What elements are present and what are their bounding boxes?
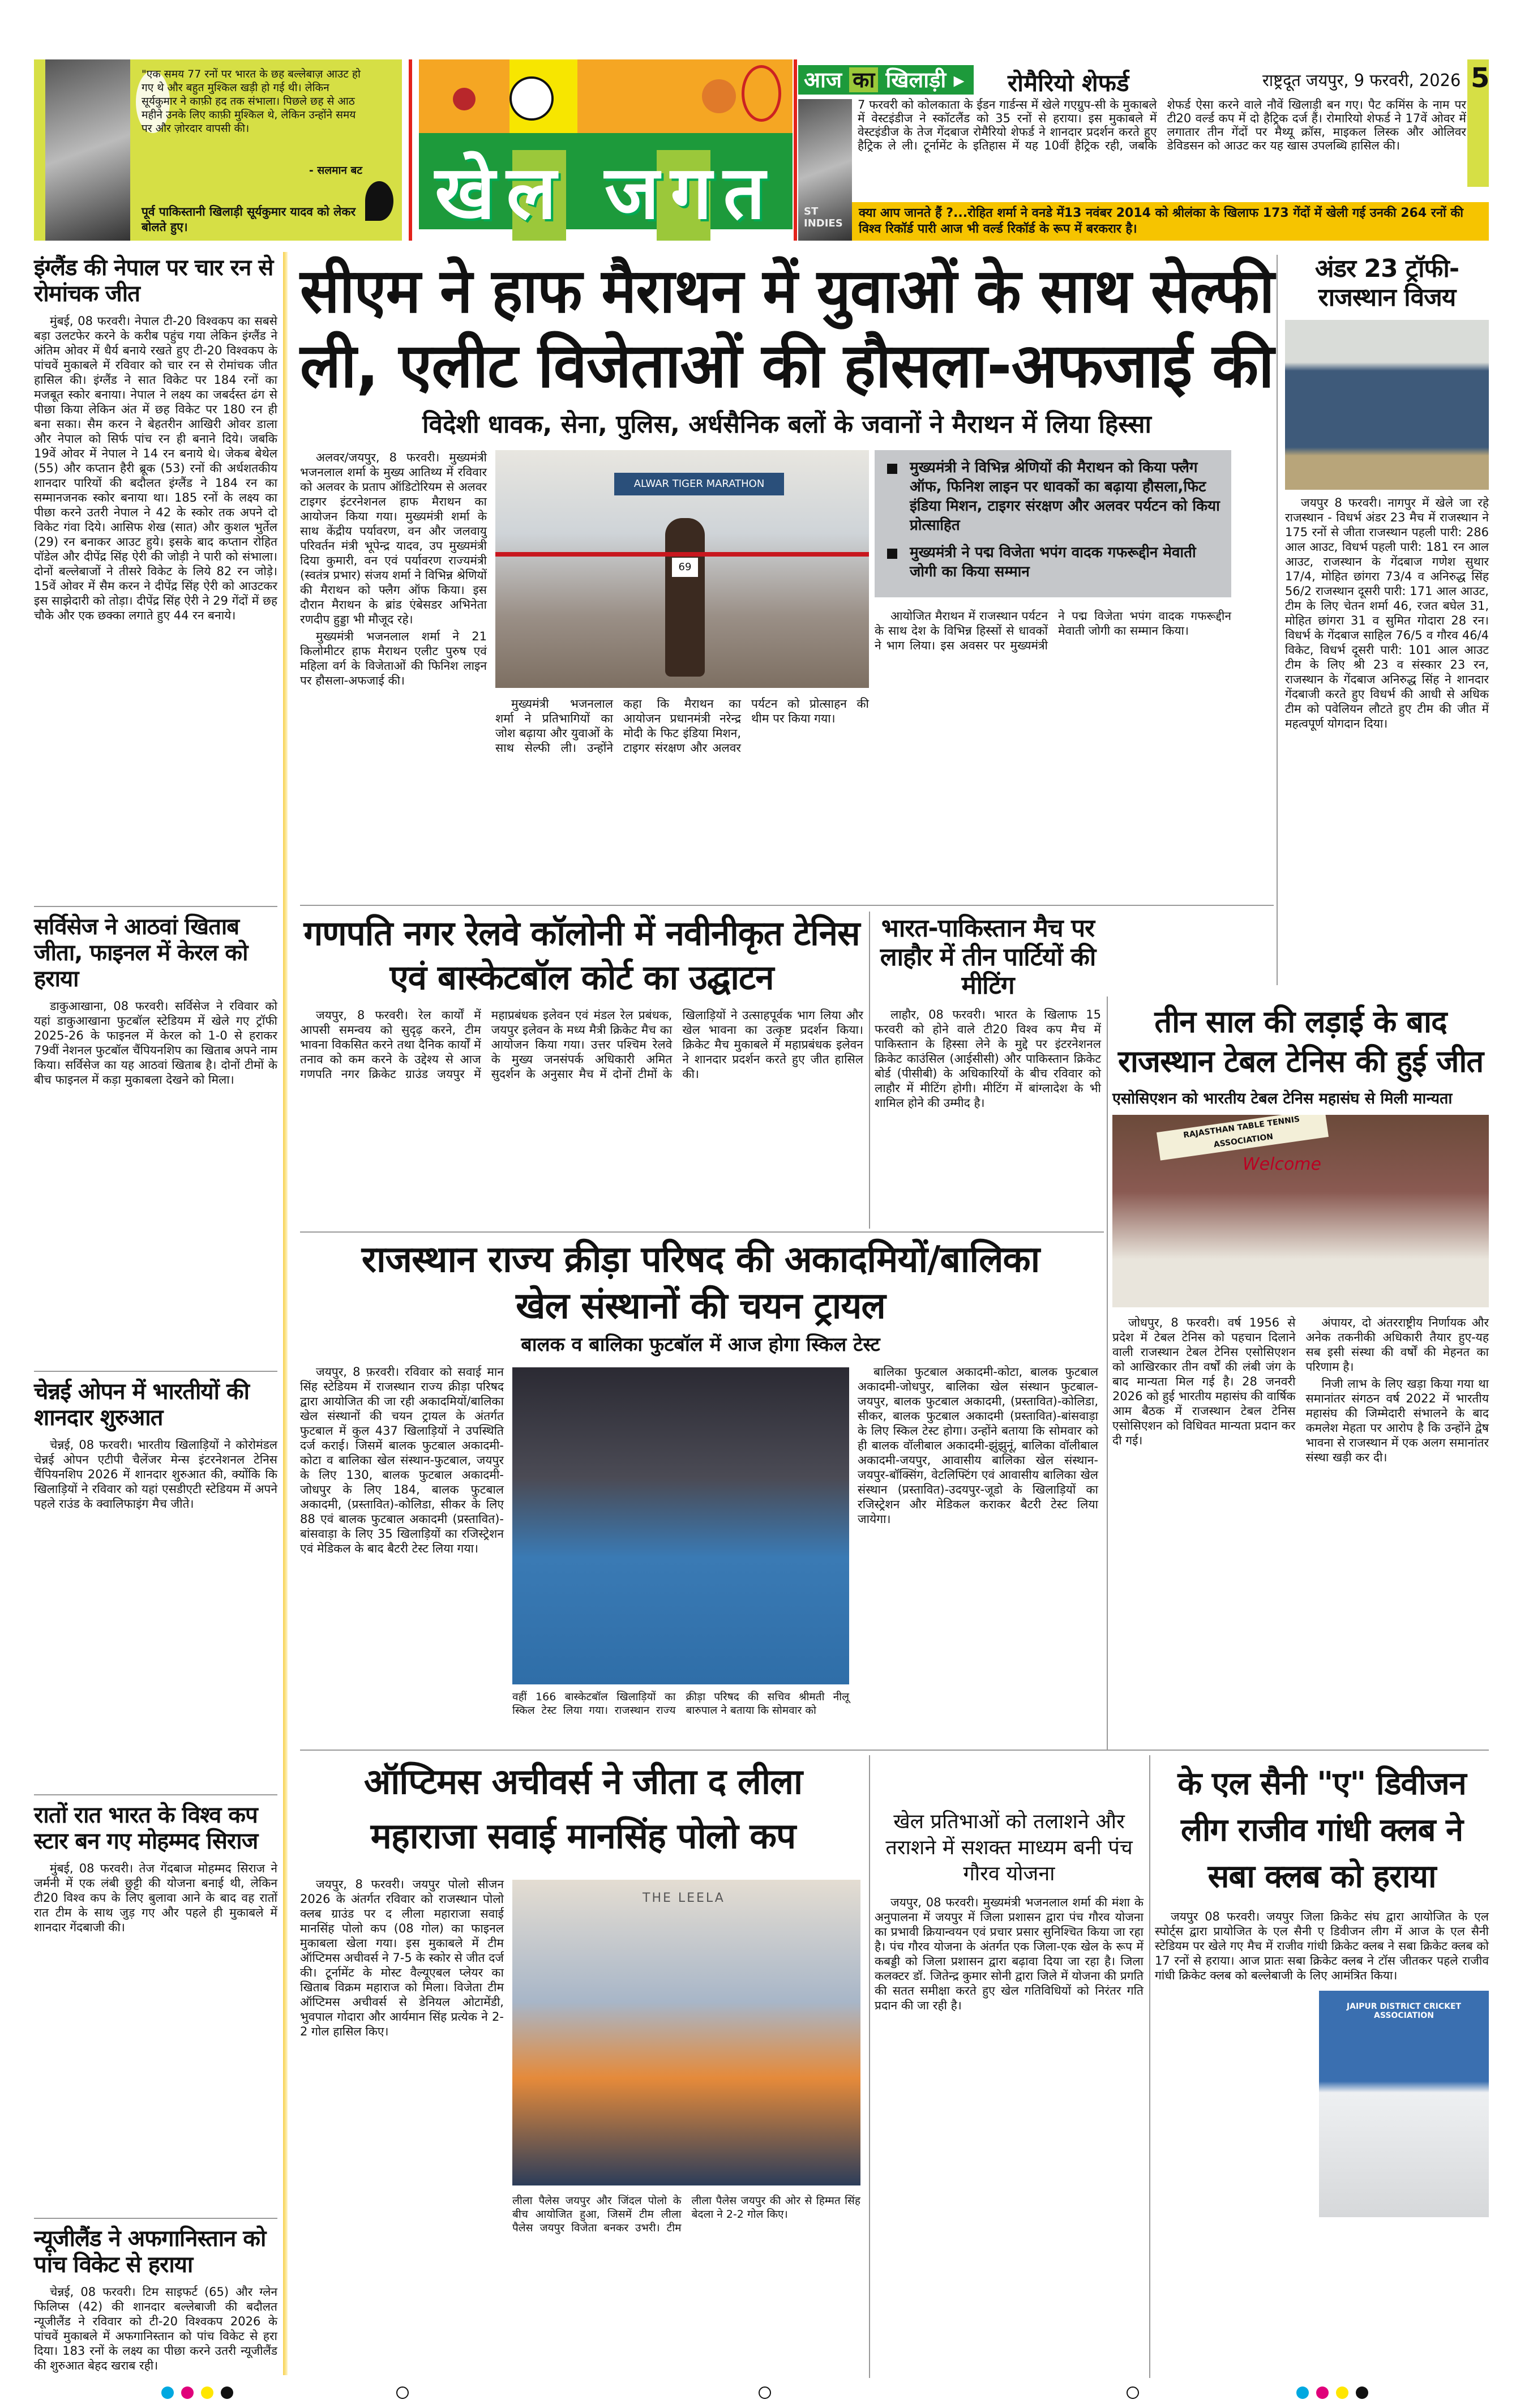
article-body: लाहौर, 08 फरवरी। भारत के खिलाफ 15 फरवरी को होने वाले टी20 विश्व कप मैच में पाकिस्तान के हिस्सा लेने के मुद्दे पर इंटरनेशनल क्रिकेट काउंसिल (आईसीसी) और पाकिस्तान क्रिकेट बोर्ड (पीसीबी) के अधिकारियों के बीच रविवार को लाहौर में मीटिंग होगी। मीटिंग में बांग्लादेश के भी शामिल होने की उम्मीद है। (875, 1007, 1101, 1110)
registration-mark-black (221, 2386, 233, 2399)
article-body: चेन्नई, 08 फरवरी। भारतीय खिलाड़ियों ने कोरोमंडल चेन्नई ओपन एटीपी चैलेंजर मेन्स इंटरनेशनल टेनिस चैंपियनशिप 2026 में शानदार शुरुआत की, क्योंकि कि खिलाड़ियों ने रविवार को यहां एसडीएटी स्टेडियम में अपने पहले राउंड के क्वालिफाइंग मैच जीते। (34, 1438, 277, 1511)
article-marathon (300, 255, 1274, 900)
crosshair-mark (396, 2386, 409, 2399)
article-services (34, 906, 277, 1089)
highlight-item: मुख्यमंत्री ने पद्म विजेता भपंग वादक गफरूद्दीन मेवाती जोगी का किया सम्मान (885, 543, 1221, 581)
subhead: एसोसिएशन को भारतीय टेबल टेनिस महासंघ से मिली मान्यता (1112, 1090, 1453, 1107)
article-body: चेन्नई, 08 फरवरी। टिम साइफर्ट (65) और ग्लेन फिलिप्स (42) की शानदार बल्लेबाजी की बदौलत न्यूजीलैंड ने रविवार को टी-20 विश्वकप 2026 के पांचवें मुकाबले में अफगानिस्तान को पांच विकेट से हरा दिया। 183 रनों के लक्ष्य का पीछा करने उतरी न्यूजीलैंड की शुरुआत बेहद खराब रही। (34, 2285, 277, 2372)
divider (1107, 996, 1108, 1750)
runner (665, 518, 705, 677)
article-england-nepal (34, 255, 277, 625)
crosshair-mark (1127, 2386, 1139, 2399)
basketball-trial-photo (512, 1367, 849, 1684)
registration-mark-black (1356, 2386, 1368, 2399)
headline: सर्विसेज ने आठवां खिताब जीता, फाइनल में केरल को हराया (34, 914, 248, 993)
article-kl-saini-league (1155, 1761, 1489, 2217)
article-body: जयपुर, 08 फरवरी। मुख्यमंत्री भजनलाल शर्मा की मंशा के अनुपालना में जयपुर में जिला प्रशासन द्वारा पंच गौरव योजना का प्रभावी क्रियान्वयन एवं प्रचार प्रसार सुनिश्चित किया जा रहा है। पंच गौरव योजना के अंतर्गत एक जिला-एक खेल के रूप में कबड्डी को जिला प्रशासन द्वारा बढ़ावा दिया जा रहा है। जिला कलक्टर डॉ. जितेन्द्र कुमार सोनी द्वारा जिले में योजना की प्रगति की सतत समीक्षा करते हुए खेल गतिविधियों को निरंतर गति प्रदान की जा रही है। (875, 1896, 1144, 2012)
article-body: मुंबई, 08 फरवरी। तेज गेंदबाज मोहम्मद सिराज ने जर्मनी में एक लंबी छुट्टी की योजना बनाई थी, लेकिन टी20 विश्व कप के लिए बुलावा आने के बाद वह रातों रात टीम के साथ जुड़ गए और पहले ही मुकाबले में शानदार गेंदबाजी की। (34, 1861, 277, 1934)
quote-context: पूर्व पाकिस्तानी खिलाड़ी सूर्यकुमार यादव को लेकर बोलते हुए। (142, 205, 356, 234)
quote-text: "एक समय 77 रनों पर भारत के छह बल्लेबाज़ आउट हो गए थे और बहुत मुश्किल खड़ी हो गई थी। लेकिन सूर्यकुमार ने काफ़ी हद तक संभाला। पिछले छह से आठ महीने उनके लिए काफ़ी मुश्किल थे, लेकिन उन्होंने समय पर और ज़ोरदार वापसी की। (142, 68, 361, 135)
photo-caption: लीला पैलेस जयपुर और जिंदल पोलो के बीच आयोजित हुआ, जिसमें टीम लीला पैलेस जयपुर विजेता बनकर उभरी। टीम लीला पैलेस जयपुर की ओर से हिम्मत सिंह बेदला ने 2-2 गोल किए। (512, 2195, 860, 2234)
article-nz-afghanistan (34, 2218, 277, 2375)
headline-line2: खेल संस्थानों की चयन ट्रायल (516, 1285, 885, 1327)
registration-mark-yellow (201, 2386, 213, 2399)
masthead (419, 59, 793, 241)
red-divider (409, 59, 412, 241)
headline: के एल सैनी "ए" डिवीजन लीग राजीव गांधी क्लब ने सबा क्लब को हराया (1177, 1765, 1466, 1895)
article-panch-gaurav (875, 1809, 1144, 2015)
football-icon (509, 76, 554, 121)
marathon-finish-photo: ALWAR TIGER MARATHON 69 (495, 450, 869, 688)
article-body: जोधपुर, 8 फरवरी। वर्ष 1956 से प्रदेश में टेबल टेनिस को पहचान दिलाने वाली राजस्थान टेबल टेनिस एसोसिएशन को आखिरकार तीन वर्षों की लंबी जंग के बाद मान्यता मिल गई है। 28 जनवरी 2026 को हुई भारतीय महासंघ की वार्षिक आम बैठक में राजस्थान टेबल टेनिस एसोसिएशन को विधिवत मान्यता प्रदान कर दी गई। (1112, 1316, 1296, 1447)
registration-mark-yellow (1336, 2386, 1348, 2399)
article-body: मुंबई, 08 फरवरी। नेपाल टी-20 विश्वकप का सबसे बड़ा उलटफेर करने के करीब पहुंच गया लेकिन इंग्लैंड ने अंतिम ओवर में धैर्य बनाये रखते हुए टी-20 विश्वकप के पांचवें मुकाबले में रविवार को चार रन से रोमांचक जीत हासिल की। इंग्लैंड ने सात विकेट पर 184 रनों का मजबूत स्कोर बनाया। नेपाल ने लक्ष्य का जबर्दस्त ढंग से पीछा किया लेकिन अंत में छह विकेट पर 180 रन ही बना सका। सैम करन ने बेहतरीन आखिरी ओवर डाला और नेपाल को सिर्फ पांच रन ही बनाने दिये। जबकि 19वें ओवर में नेपाल ने 14 रन बनाये थे। जेकब बेथेल (55) और कप्तान हैरी ब्रूक (53) रनों की अर्धशतकीय शानदार पारियों की बदौलत इंग्लैंड ने 184 रन का सम्मानजनक स्कोर बनाया था। 185 रनों के लक्ष्य का पीछा करने उतरी नेपाल ने 42 के स्कोर तक अपने दो विकेट गंवा दिये। आसिफ शेख (सात) और कुशल भुर्तेल (29) रन बनाकर आउट हुये। इसके बाद कप्तान रोहित पॉडेल और दीपेंद्र सिंह ऐरी की जोड़ी ने पारी को संभाला। दोनों बल्लेबाजों ने तीसरे विकेट के लिये 82 रन जोड़े। 15वें ओवर में सैम करन ने दीपेंद्र सिंह ऐरी को आउटकर इस साझेदारी को तोड़ा। दीपेंद्र सिंह ऐरी ने 29 गेंदों में छह चौके और एक छक्का लगाते हुए 44 रन बनाये। (34, 314, 277, 622)
finish-ribbon (495, 552, 869, 557)
dateline: राष्ट्रदूत जयपुर, 9 फरवरी, 2026 (1262, 71, 1461, 91)
tennis-racket-icon (742, 65, 781, 122)
article-body: निजी लाभ के लिए खड़ा किया गया था समानांतर संगठन वर्ष 2022 में भारतीय महासंघ की जिम्मेदारी संभालने के बाद कमलेश मेहता पर आरोप है कि उन्होंने द्वेष भावना से राजस्थान में एक अलग समानांतर संस्था खड़ी कर दी। (1305, 1377, 1489, 1464)
article-body: आयोजित मैराथन में राजस्थान पर्यटन के साथ देश के विभिन्न हिस्सों से धावकों ने भाग लिया। इस अवसर पर मुख्यमंत्री ने पद्म विजेता भपंग वादक गफरूद्दीन मेवाती जोगी का सम्मान किया। (875, 609, 1231, 652)
romario-shepherd-photo: ST INDIES (798, 99, 852, 241)
article-chennai-open (34, 1371, 277, 1513)
quote-author: - सलमान बट (309, 164, 362, 177)
article-selection-trial (300, 1237, 1101, 1744)
headline: रातों रात भारत के विश्व कप स्टार बन गए मोहम्मद सिराज (34, 1802, 258, 1854)
highlight-item: मुख्यमंत्री ने विभिन्न श्रेणियों की मैराथन को किया फ्लैग ऑफ, फिनिश लाइन पर धावकों का बढ़ाया हौसला,फिट इंडिया मिशन, टाइगर संरक्षण और अलवर पर्यटन को किया प्रोत्साहित (885, 458, 1221, 535)
player-name: रोमैरियो शेफर्ड (1008, 69, 1129, 97)
photo-caption: वहीं 166 बास्केटबॉल खिलाड़ियों का स्किल टेस्ट लिया गया। राजस्थान राज्य क्रीड़ा परिषद की सचिव श्रीमती नीलू बारुपाल ने बताया कि सोमवार को (512, 1691, 849, 1717)
subhead: बालक व बालिका फुटबॉल में आज होगा स्किल टेस्ट (521, 1333, 880, 1356)
headline-line1: ऑप्टिमस अचीवर्स ने जीता द लीला (363, 1761, 803, 1802)
headline: अंडर 23 ट्रॉफी-राजस्थान विजय (1314, 254, 1459, 312)
registration-mark-cyan (1296, 2386, 1309, 2399)
headline-line1: राजस्थान राज्य क्रीड़ा परिषद की अकादमियों/बालिका (361, 1239, 1040, 1281)
article-under23 (1285, 255, 1489, 733)
quote-box (34, 59, 402, 241)
article-body: जयपुर, 8 फरवरी। रेल कार्यों में आपसी समन्वय को सुदृढ़ करने, टीम भावना विकसित करने तथा दैनिक कार्यों में तनाव को कम करने के उद्देश्य से आज गणपति नगर क्रिकेट ग्राउंड जयपुर में महाप्रबंधक इलेवन एवं मंडल रेल प्रबंधक, जयपुर इलेवन के मध्य मैत्री क्रिकेट मैच का आयोजन किया गया। उत्तर पश्चिम रेलवे के मुख्य जनसंपर्क अधिकारी अमित सुदर्शन के अनुसार मैच में दोनों टीमों के खिलाड़ियों ने उत्साहपूर्वक भाग लिया और खेल भावना का उत्कृष्ट प्रदर्शन किया। क्रिकेट मैच मुकाबले में महाप्रबंधक इलेवन ने शानदार प्रदर्शन करते हुए जीत हासिल की। (300, 1008, 863, 1081)
cricket-players-photo: JAIPUR DISTRICT CRICKET ASSOCIATION (1319, 1991, 1489, 2217)
left-column-divider (283, 252, 288, 2375)
main-headline-line2: ली, एलीट विजेताओं की हौसला-अफजाई की (300, 331, 1274, 401)
main-headline-line1: सीएम ने हाफ मैराथन में युवाओं के साथ सेल्फी (300, 256, 1274, 327)
article-body: जयपुर 8 फरवरी। नागपुर में खेले जा रहे राजस्थान - विधर्भ अंडर 23 मैच में राजस्थान ने 175 रनों से जीता राजस्थान पहली पारी: 286 आल आउट, विधर्भ पहली पारी: 181 रन आल आउट, राजस्थान के गेंदबाज गणेश सुथार 17/4, मोहित छांगरा 73/4 व अनिरुद्ध सिंह 56/2 राजस्थान दूसरी पारी: 171 आल आउट, टीम के लिए चेतन शर्मा 46, रजत बघेल 31, मोहित छांगरा 31 व सुमित गोदारा 28 रन। विधर्भ के गेंदबाज साहिल 76/5 व गौरव 46/4 विकेट, विधर्भ दूसरी पारी: 101 आल आउट टीम के लिए श्री 23 व संस्कार 23 रन, राजस्थान के गेंदबाज अनिरुद्ध सिंह ने शानदार गेंदबाजी करते हुए विधर्भ की आधी से अधिक टीम को पवेलियन लौटते हुए टीम की जीत में महत्वपूर्ण योगदान दिया। (1285, 496, 1489, 731)
article-ganpati-nagar (300, 912, 863, 1082)
subhead: विदेशी धावक, सेना, पुलिस, अर्धसैनिक बलों के जवानों ने मैराथन में लिया हिस्सा (422, 410, 1151, 439)
headline: न्यूजीलैंड ने अफगानिस्तान को पांच विकेट से हराया (34, 2226, 266, 2278)
article-body: मुख्यमंत्री भजनलाल शर्मा ने प्रतिभागियों का जोश बढ़ाया और युवाओं के साथ सेल्फी ली। उन्होंने कहा कि मैराथन का आयोजन प्रधानमंत्री नरेन्द्र मोदी के फिट इंडिया मिशन, टाइगर संरक्षण और अलवर पर्यटन को प्रोत्साहन की थीम पर किया गया। (495, 697, 869, 755)
divider (1277, 255, 1278, 985)
article-body: जयपुर, 8 फ़रवरी। रविवार को सवाई मान सिंह स्टेडियम में राजस्थान राज्य क्रीड़ा परिषद द्वारा आयोजित की जा रही अकादमियों/बालिका खेल संस्थानों की चयन ट्रायल के अंतर्गत फुटबाल में कुल 437 खिलाड़ियों ने उपस्थिति दर्ज कराई। जिसमें बालक फुटबाल अकादमी-कोटा व बालिका खेल संस्थान-फुटबाल, जयपुर के लिए 130, बालक फुटबाल अकादमी-जोधपुर के लिए 184, बालक फुटबाल अकादमी, (प्रस्तावित)-कोलिडा, सीकर के लिए 88 एवं बालक फुटबाल अकादमी (प्रस्तावित)-बांसवाड़ा के लिए 35 खिलाड़ियों का रजिस्ट्रेशन एवं मेडिकल के बाद बैटरी टेस्ट लिया गया। (300, 1365, 504, 1555)
article-body: जयपुर 08 फरवरी। जयपुर जिला क्रिकेट संघ द्वारा आयोजित के एल स्पोर्ट्स द्वारा प्रायोजित के एल सैनी ए डिवीजन लीग में आज के एल सैनी स्टेडियम पर खेले गए मैच में राजीव गांधी क्रिकेट क्लब ने सबा क्रिकेट क्लब को 17 रनों से हराया। आज प्रातः सबा क्रिकेट क्लब ने टॉस जीतकर पहले राजीव गांधी क्रिकेट क्लब को बल्लेबाजी के लिए आमंत्रित किया। (1155, 1910, 1489, 1982)
page-number: 5 (1471, 62, 1490, 94)
divider (300, 905, 1274, 906)
headline: तीन साल की लड़ाई के बाद राजस्थान टेबल टेनिस की हुई जीत (1117, 1004, 1484, 1079)
divider (1149, 1755, 1150, 2378)
registration-mark-cyan (161, 2386, 174, 2399)
salman-butt-photo (45, 59, 130, 241)
did-you-know-box: क्या आप जानते हैं ?...रोहित शर्मा ने वनडे में13 नवंबर 2014 को श्रीलंका के खिलाफ 173 गेंदों में खेली गई उनकी 264 रनों की विश्व रिकॉर्ड पारी आज भी वर्ल्ड रिकॉर्ड के रूप में बरकरार है। (852, 202, 1489, 241)
article-body: अंपायर, दो अंतरराष्ट्रीय निर्णायक और अनेक तकनीकी अधिकारी तैयार हुए-यह सब इसी संस्था की वर्षों की मेहनत का परिणाम है। (1305, 1316, 1489, 1374)
article-polo-cup (300, 1755, 866, 2378)
divider (300, 1750, 1489, 1751)
article-india-pakistan (875, 914, 1101, 1113)
player-text: 7 फरवरी को कोलकाता के ईडन गार्डन्स में खेले गएग्रुप-सी के मुकाबले में वेस्टइंडीज ने स्कॉटलैंड को 35 रनों से हराया। इस मुकाबले में वेस्टइंडीज के तेज गेंदबाज रोमैरियो शेफर्ड ने शानदार प्रदर्शन करते हुए हैट्रिक ले ली। टूर्नामेंट के इतिहास में यह 10वीं हैट्रिक रही, जबकि शेफर्ड ऐसा करने वाले नौवें खिलाड़ी बन गए। पैट कमिंस के नाम पर टी20 वर्ल्ड कप में दो हैट्रिक दर्ज हैं। रोमारियो शेफर्ड ने 17वें ओवर में लगातार तीन गेंदों पर मैथ्यू क्रॉस, माइकल लिस्क और ओलिवर डेविडसन को आउट कर यह खास उपलब्धि हासिल की। (858, 98, 1466, 152)
article-siraj (34, 1794, 277, 1937)
article-body: जयपुर, 8 फरवरी। जयपुर पोलो सीजन 2026 के अंतर्गत रविवार को राजस्थान पोलो क्लब ग्राउंड पर द लीला महाराजा सवाई मानसिंह पोलो कप (08 गोल) का फाइनल मुकाबला खेला गया। इस मुकाबले में टीम ऑप्टिमस अचीवर्स ने 7-5 के स्कोर से जीत दर्ज की। टूर्नामेंट के मोस्ट वैल्यूएबल प्लेयर का खिताब विक्रम महाराज को मिला। विजेता टीम ऑप्टिमस अचीवर्स से डेनियल ओटामेंडी, भुवपाल गोदारा और आर्यमान सिंह प्रत्येक ने 2-2 गोल हासिल किए। (300, 1877, 504, 2038)
headline: खेल प्रतिभाओं को तलाशने और तराशने में सशक्त माध्यम बनी पंच गौरव योजना (885, 1810, 1133, 1885)
press-conference-photo: RAJASTHAN TABLE TENNIS ASSOCIATION Welcome (1112, 1115, 1489, 1307)
basketball-icon (702, 79, 736, 113)
team-photo (1285, 320, 1489, 490)
divider (869, 1755, 870, 2378)
headline: इंग्लैंड की नेपाल पर चार रन से रोमांचक जीत (34, 255, 273, 307)
crosshair-mark (759, 2386, 771, 2399)
red-divider (794, 59, 797, 241)
highlights-box (875, 450, 1231, 597)
quote-close-mark (365, 181, 393, 221)
article-table-tennis (1112, 1002, 1489, 1465)
registration-mark-magenta (1316, 2386, 1329, 2399)
headline: गणपति नगर रेलवे कॉलोनी में नवीनीकृत टेनिस एवं बास्केटबॉल कोर्ट का उद्घाटन (303, 914, 860, 998)
headline-line2: महाराजा सवाई मानसिंह पोलो कप (370, 1815, 796, 1857)
article-body: अलवर/जयपुर, 8 फरवरी। मुख्यमंत्री भजनलाल शर्मा के मुख्य आतिथ्य में रविवार को अलवर के प्रताप ऑडिटोरियम से अलवर टाइगर इंटरनेशनल हाफ मैराथन का आयोजन किया गया। मुख्यमंत्री शर्मा के साथ केंद्रीय पर्यावरण, वन और जलवायु परिवर्तन मंत्री भूपेन्द्र यादव, उप मुख्यमंत्री दिया कुमारी, वन एवं पर्यावरण राज्यमंत्री (स्वतंत्र प्रभार) संजय शर्मा ने विभिन्न श्रेणियों की मैराथन को फ्लैग ऑफ किया। इस दौरान मैराथन के ब्रांड एंबेसडर अभिनेता रणदीप हुड्डा भी मौजूद रहे। (300, 451, 487, 626)
cricket-ball-icon (453, 88, 476, 110)
headline: भारत-पाकिस्तान मैच पर लाहौर में तीन पार्टियों की मीटिंग (880, 914, 1096, 1000)
player-of-day (798, 59, 1489, 241)
masthead-title: खेल जगत (435, 149, 777, 236)
left-column (34, 255, 277, 2375)
registration-mark-magenta (181, 2386, 194, 2399)
polo-winners-photo: THE LEELA (512, 1880, 860, 2185)
article-body: डाकुआखाना, 08 फरवरी। सर्विसेज ने रविवार को यहां डाकुआखाना फुटबॉल स्टेडियम में खेले गए ट्रॉफी 2025-26 के फाइनल में केरल को 1-0 से हराकर 79वीं नेशनल फुटबॉल चैंपियनशिप का खिताब अपने नाम किया। सर्विसेज का यह आठवां खिताब है। दोनों टीमों के बीच फाइनल में कड़ा मुकाबला देखने को मिला। (34, 999, 277, 1087)
divider (300, 1231, 1104, 1233)
divider (869, 912, 870, 1229)
player-of-day-badge: आज का खिलाड़ी ▸ (798, 65, 974, 95)
article-body: बालिका फुटबाल अकादमी-कोटा, बालक फुटबाल अकादमी-जोधपुर, बालिका खेल संस्थान फुटबाल-जयपुर, बालक फुटबाल अकादमी, (प्रस्तावित)-कोलिडा, सीकर, बालक फुटबाल अकादमी (प्रस्तावित)-बांसवाड़ा के लिए स्किल टेस्ट होगा। उन्होंने बताया कि सोमवार को ही बालक वॉलीबाल अकादमी-झुंझुनूं, बालिका वॉलीबाल अकादमी-जयपुर, आवासीय बालिका खेल संस्थान-जयपुर-बॉक्सिंग, वेटलिफ्टिंग एवं आवासीय बालिका खेल संस्थान (प्रस्तावित)-उदयपुर-जूडो के खिलाड़ियों का रजिस्ट्रेशन और मेडिकल कराकर बैटरी टेस्ट लिया जायेगा। (858, 1365, 1098, 1526)
article-body: मुख्यमंत्री भजनलाल शर्मा ने 21 किलोमीटर हाफ मैराथन एलीट पुरुष एवं महिला वर्ग के विजेताओं की फिनिश लाइन पर हौसला-अफजाई की। (300, 630, 487, 687)
headline: चेन्नई ओपन में भारतीयों की शानदार शुरुआत (34, 1378, 249, 1431)
